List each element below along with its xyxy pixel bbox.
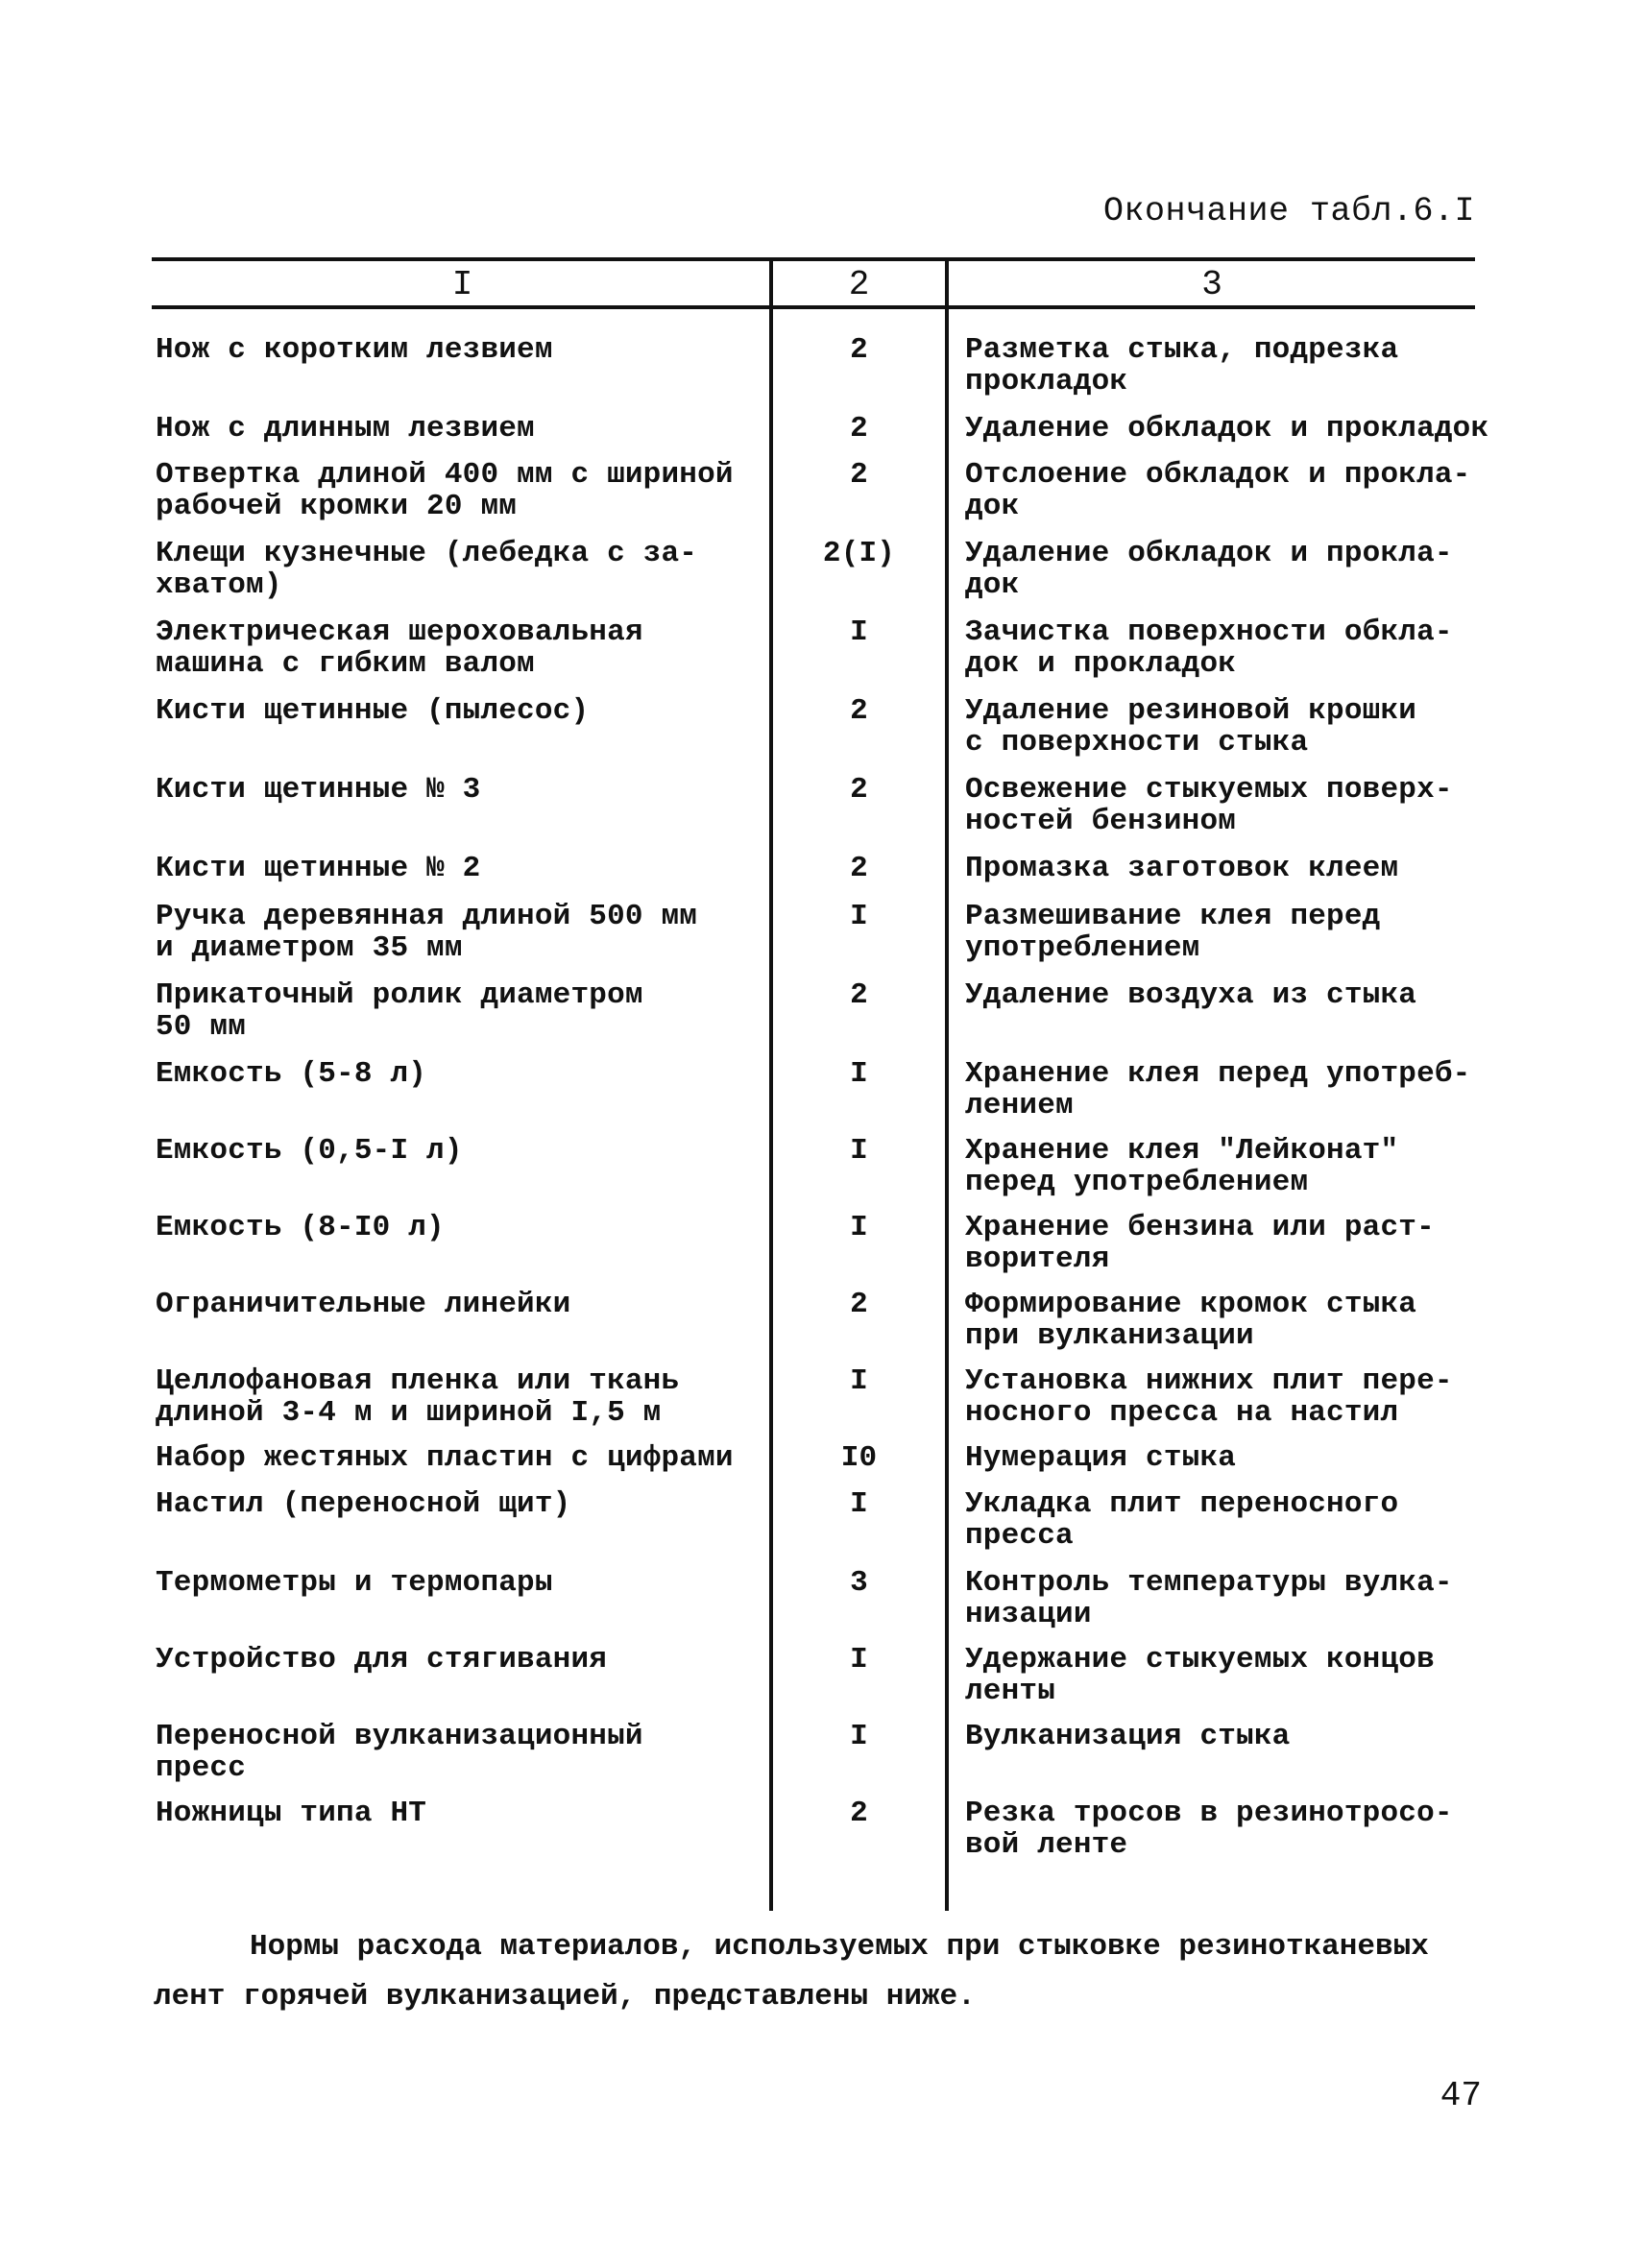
tool-name: Емкость (5-8 л): [156, 1057, 427, 1091]
tool-purpose: Освежение стыкуемых поверх- ностей бензином: [965, 773, 1453, 838]
column-divider-2: [945, 257, 949, 1911]
tool-purpose: Промазка заготовок клеем: [965, 852, 1399, 885]
tool-quantity: I: [850, 1211, 868, 1244]
table-caption: Окончание табл.6.I: [1102, 192, 1475, 230]
table-header-rule: [152, 305, 1475, 309]
tool-purpose: Удаление резиновой крошки с поверхности стыка: [965, 694, 1417, 760]
tool-quantity: 2: [850, 458, 868, 492]
tool-purpose: Хранение клея "Лейконат" перед употреблением: [965, 1134, 1399, 1199]
tool-purpose: Удаление обкладок и прокладок: [965, 412, 1489, 446]
tool-name: Ручка деревянная длиной 500 мм и диаметром 35 мм: [156, 900, 698, 965]
tool-quantity: I: [850, 900, 868, 933]
page-number: 47: [1439, 2076, 1482, 2115]
tool-name: Набор жестяных пластин с цифрами: [156, 1441, 734, 1475]
tool-quantity: I: [850, 615, 868, 649]
tool-name: Кисти щетинные № 2: [156, 852, 481, 885]
tool-name: Ножницы типа НТ: [156, 1797, 427, 1830]
tool-quantity: I: [850, 1720, 868, 1753]
column-header-3: 3: [1201, 265, 1222, 304]
tool-name: Нож с длинным лезвием: [156, 412, 535, 446]
tool-name: Термометры и термопары: [156, 1566, 553, 1600]
tool-quantity: I0: [840, 1441, 878, 1475]
tool-purpose: Формирование кромок стыка при вулканизации: [965, 1288, 1417, 1353]
tool-quantity: 2: [850, 333, 868, 367]
tool-purpose: Хранение клея перед употреб- лением: [965, 1057, 1471, 1122]
tool-purpose: Удаление обкладок и прокла- док: [965, 537, 1453, 602]
table-top-rule: [152, 257, 1475, 261]
tool-quantity: 2: [850, 694, 868, 728]
tool-quantity: I: [850, 1643, 868, 1677]
tool-quantity: 2: [850, 1797, 868, 1830]
tool-quantity: 2: [850, 773, 868, 807]
tool-quantity: 3: [850, 1566, 868, 1600]
tool-name: Емкость (0,5-I л): [156, 1134, 463, 1168]
tool-name: Отвертка длиной 400 мм с шириной рабочей кромки 20 мм: [156, 458, 734, 523]
tool-purpose: Вулканизация стыка: [965, 1720, 1291, 1753]
tool-name: Переносной вулканизационный пресс: [156, 1720, 643, 1785]
tool-purpose: Отслоение обкладок и прокла- док: [965, 458, 1471, 523]
tool-name: Емкость (8-I0 л): [156, 1211, 445, 1244]
column-header-2: 2: [848, 265, 870, 304]
body-paragraph: Нормы расхода материалов, используемых при стыковке резинотканевых лент горячей вулканизацией, представлены ниже.: [154, 1930, 1429, 2014]
tool-quantity: I: [850, 1487, 868, 1521]
tool-purpose: Удаление воздуха из стыка: [965, 978, 1417, 1012]
tool-purpose: Укладка плит переносного пресса: [965, 1487, 1399, 1553]
tool-name: Устройство для стягивания: [156, 1643, 608, 1677]
tool-name: Целлофановая пленка или ткань длиной 3-4 м и шириной I,5 м: [156, 1364, 680, 1430]
tool-name: Кисти щетинные № 3: [156, 773, 481, 807]
tool-name: Кисти щетинные (пылесос): [156, 694, 590, 728]
tool-quantity: 2: [850, 852, 868, 885]
tool-purpose: Резка тросов в резинотросо- вой ленте: [965, 1797, 1453, 1862]
column-header-1: I: [451, 265, 473, 304]
tool-quantity: 2: [850, 978, 868, 1012]
tool-quantity: I: [850, 1364, 868, 1398]
tool-name: Нож с коротким лезвием: [156, 333, 553, 367]
tool-name: Прикаточный ролик диаметром 50 мм: [156, 978, 643, 1044]
tool-purpose: Хранение бензина или раст- ворителя: [965, 1211, 1435, 1276]
tool-name: Клещи кузнечные (лебедка с за- хватом): [156, 537, 698, 602]
tool-quantity: 2: [850, 412, 868, 446]
tool-purpose: Удержание стыкуемых концов ленты: [965, 1643, 1435, 1708]
tool-name: Настил (переносной щит): [156, 1487, 571, 1521]
tool-purpose: Контроль температуры вулка- низации: [965, 1566, 1453, 1631]
tool-quantity: 2(I): [822, 537, 896, 570]
tool-quantity: I: [850, 1134, 868, 1168]
tool-purpose: Размешивание клея перед употреблением: [965, 900, 1381, 965]
tool-purpose: Нумерация стыка: [965, 1441, 1237, 1475]
tool-purpose: Установка нижних плит пере- носного пресса на настил: [965, 1364, 1453, 1430]
tool-name: Ограничительные линейки: [156, 1288, 571, 1321]
tool-quantity: 2: [850, 1288, 868, 1321]
tool-purpose: Зачистка поверхности обкла- док и прокладок: [965, 615, 1453, 681]
tool-quantity: I: [850, 1057, 868, 1091]
tool-purpose: Разметка стыка, подрезка прокладок: [965, 333, 1399, 398]
tool-name: Электрическая шероховальная машина с гибким валом: [156, 615, 643, 681]
